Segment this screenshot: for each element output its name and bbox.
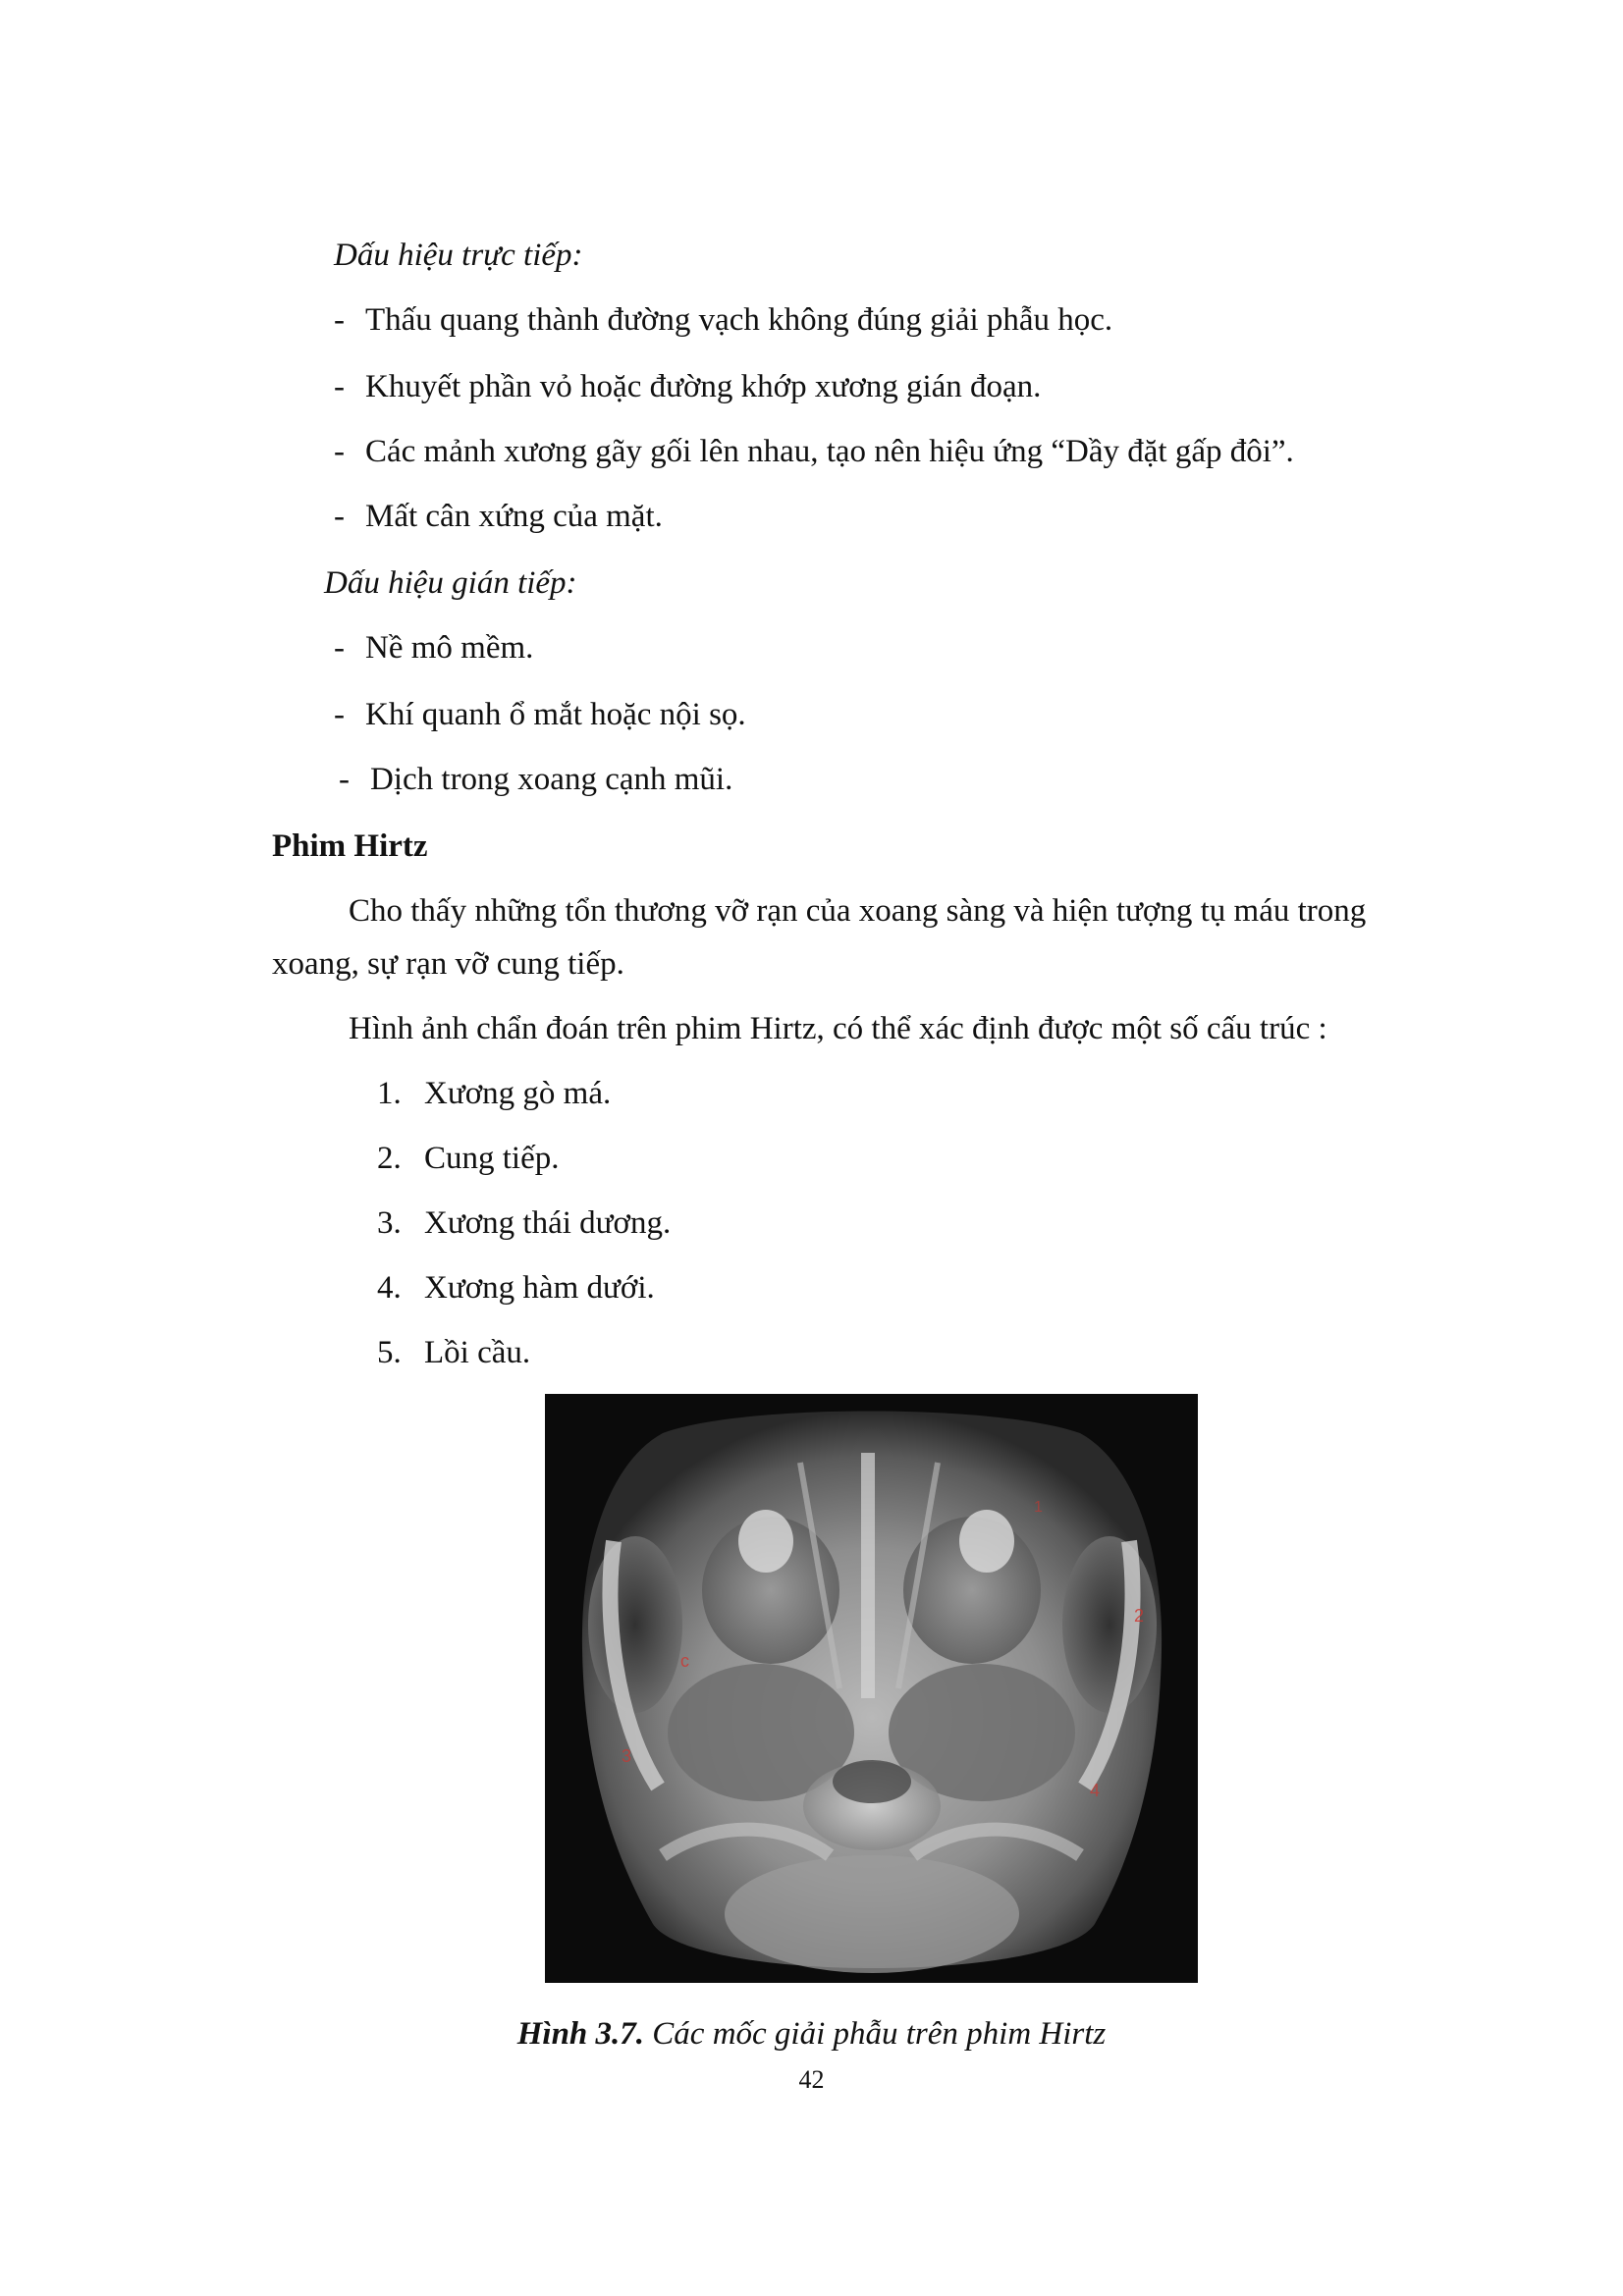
page-number: 42 [798, 2065, 825, 2094]
list-item [334, 300, 1112, 340]
bullet-dash: - [334, 499, 345, 534]
paragraph-line: Cho thấy những tổn thương vỡ rạn của xoang sàng và hiện tượng tụ máu trong [349, 893, 1367, 929]
bullet-dash: - [339, 762, 350, 797]
landmark-marker: 2 [1134, 1606, 1145, 1626]
list-item [377, 1333, 530, 1372]
list-number: 3. [377, 1205, 402, 1241]
list-item-text: Lồi cầu. [424, 1335, 531, 1370]
landmark-marker: 4 [1090, 1781, 1101, 1800]
list-item-text: Các mảnh xương gãy gối lên nhau, tạo nên hiệu ứng “Dầy đặt gấp đôi”. [365, 434, 1294, 469]
list-item-text: Mất cân xứng của mặt. [365, 499, 663, 534]
bullet-dash: - [334, 697, 345, 732]
list-item-text: Thấu quang thành đường vạch không đúng giải phẫu học. [365, 302, 1113, 338]
landmark-marker: c [680, 1651, 689, 1671]
list-item-text: Xương gò má. [424, 1076, 612, 1111]
list-item [334, 628, 533, 667]
list-item [334, 497, 663, 536]
direct-signs-heading: Dấu hiệu trực tiếp: [334, 238, 583, 273]
list-item [334, 432, 1294, 471]
list-item [334, 695, 746, 734]
list-item [334, 367, 1041, 406]
figure-caption-text: Các mốc giải phẫu trên phim Hirtz [644, 2016, 1107, 2052]
xray-image [545, 1394, 1198, 1983]
section-heading: Phim Hirtz [272, 828, 428, 864]
list-item-text: Cung tiếp. [424, 1141, 560, 1176]
paragraph-line: Hình ảnh chẩn đoán trên phim Hirtz, có thể xác định được một số cấu trúc : [349, 1011, 1327, 1046]
list-number: 1. [377, 1076, 402, 1111]
figure-caption [0, 2014, 1623, 2054]
list-item-text: Xương thái dương. [424, 1205, 672, 1241]
list-number: 2. [377, 1141, 402, 1176]
indirect-signs-heading: Dấu hiệu gián tiếp: [324, 565, 577, 601]
landmark-marker: 1 [1034, 1499, 1043, 1516]
list-number: 4. [377, 1270, 402, 1306]
skull-xray-illustration [545, 1394, 1198, 1983]
figure-label: Hình 3.7. [516, 2016, 645, 2052]
bullet-dash: - [334, 630, 345, 666]
list-item [377, 1268, 655, 1308]
list-item-text: Nề mô mềm. [365, 630, 534, 666]
list-item [377, 1074, 611, 1113]
bullet-dash: - [334, 369, 345, 404]
list-item-text: Xương hàm dưới. [424, 1270, 655, 1306]
bullet-dash: - [334, 302, 345, 338]
list-item [377, 1139, 560, 1178]
list-item [377, 1203, 671, 1243]
list-item-text: Khí quanh ổ mắt hoặc nội sọ. [365, 697, 746, 732]
list-number: 5. [377, 1335, 402, 1370]
list-item-text: Khuyết phần vỏ hoặc đường khớp xương gián đoạn. [365, 369, 1042, 404]
bullet-dash: - [334, 434, 345, 469]
paragraph-line: xoang, sự rạn vỡ cung tiếp. [272, 946, 624, 982]
list-item [339, 760, 732, 799]
landmark-marker: 3 [622, 1746, 632, 1766]
list-item-text: Dịch trong xoang cạnh mũi. [370, 762, 733, 797]
